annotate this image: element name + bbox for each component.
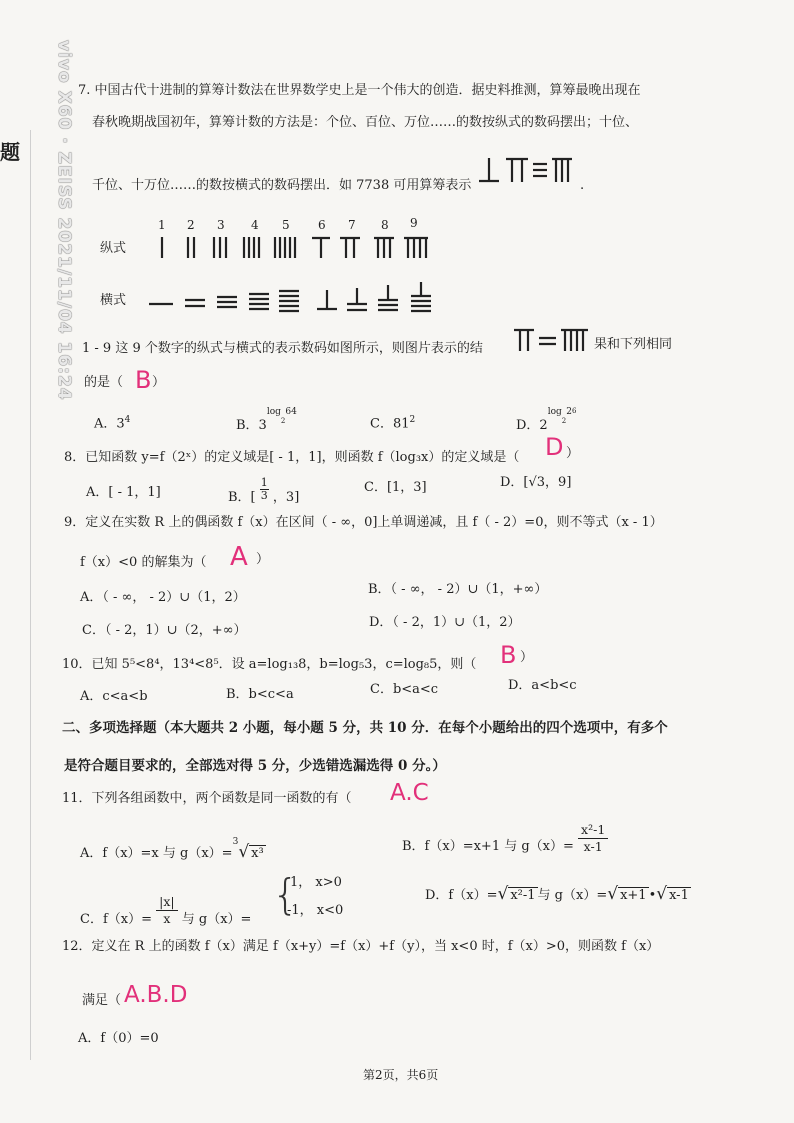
q10-option-c: C．b<a<c xyxy=(370,682,439,697)
q7-option-c: C．$81^2$ xyxy=(370,415,416,432)
vertical-row-label: 纵式 xyxy=(100,241,127,256)
q8-stem-end: ） xyxy=(566,446,580,461)
q7-option-b: B．$3^{log}_2^{64}$ xyxy=(236,407,297,434)
digit-4: 4 xyxy=(251,218,259,232)
q8-option-d: D．[√3，9] xyxy=(500,475,572,490)
q12-handwritten-answer: A.B.D xyxy=(124,982,188,1008)
rod-result-figure xyxy=(512,325,592,357)
q9-stem2-end: ） xyxy=(256,552,270,567)
side-mark: 题 xyxy=(0,140,20,164)
q10-option-d: D．a<b<c xyxy=(508,678,577,693)
q7-line1: 7. 中国古代十进制的算筹计数法在世界数学史上是一个伟大的创造．据史料推测，算筹最晚出现在 xyxy=(78,83,641,98)
vertical-numerals-figure xyxy=(150,234,440,262)
q11-option-b: B．f（x）=x+1 与 g（x）= $\frac{\text{x²-1}}{x-1}$ xyxy=(402,822,608,855)
q11-option-c-case1: 1， x>0 xyxy=(290,875,342,890)
q10-handwritten-answer: B xyxy=(500,641,517,669)
page-footer: 第2页，共6页 xyxy=(363,1068,439,1082)
digit-5: 5 xyxy=(282,218,290,232)
q9-stem: 9．定义在实数 R 上的偶函数 f（x）在区间（ - ∞，0]上单调递减，且 f（ - 2）=0，则不等式（x - 1） xyxy=(64,515,663,530)
q11-stem: 11．下列各组函数中，两个函数是同一函数的有（ xyxy=(62,791,352,806)
rod-7738-figure xyxy=(476,154,580,190)
q7-line4: 1 - 9 这 9 个数字的纵式与横式的表示数码如图所示，则图片表示的结 xyxy=(82,341,483,356)
q7-line5-end: ） xyxy=(152,375,166,390)
q11-handwritten-answer: A.C xyxy=(390,780,429,806)
digit-7: 7 xyxy=(348,218,356,232)
q12-stem2: 满足（ xyxy=(82,993,122,1008)
digit-1: 1 xyxy=(158,218,166,232)
q11-option-c: C．f（x）= $\frac{|x|}{x}$ 与 g（x）= xyxy=(80,894,252,927)
q12-stem: 12．定义在 R 上的函数 f（x）满足 f（x+y）=f（x）+f（y），当 x<0 时，f（x）>0，则函数 f（x） xyxy=(62,939,660,954)
q7-line4-end: 果和下列相同 xyxy=(594,337,673,352)
horizontal-numerals-figure xyxy=(145,280,445,314)
q8-option-a: A．[ - 1，1] xyxy=(86,485,161,500)
q11-brace: { xyxy=(272,870,299,919)
q8-option-b: B．[ $\frac{1}{3}$ ，3] xyxy=(228,476,300,505)
q10-stem: 10．已知 5⁵<8⁴，13⁴<8⁵．设 a=log₁₃8，b=log₅3，c=log₈5，则（ xyxy=(62,657,477,672)
q7-handwritten-answer: B xyxy=(135,366,152,394)
binding-line xyxy=(30,130,31,1060)
q8-handwritten-answer: D xyxy=(545,433,564,461)
section2-heading-line1: 二、多项选择题（本大题共 2 小题，每小题 5 分，共 10 分．在每个小题给出的四个选项中，有多个 xyxy=(62,720,668,736)
q12-option-a: A．f（0）=0 xyxy=(78,1031,159,1046)
q7-option-a: A．$3^4$ xyxy=(94,415,131,432)
camera-watermark: vivo X60 · ZEISS 2021/11/04 16:24 xyxy=(54,40,74,401)
q10-option-a: A．c<a<b xyxy=(80,689,148,704)
q8-option-c: C．[1，3] xyxy=(364,480,427,495)
q9-option-a: A．（ - ∞， - 2）∪（1，2） xyxy=(80,590,246,605)
digit-2: 2 xyxy=(187,218,195,232)
horizontal-row-label: 横式 xyxy=(100,293,127,308)
digit-6: 6 xyxy=(318,218,326,232)
q9-stem2: f（x）<0 的解集为（ xyxy=(80,555,207,570)
section2-heading-line2: 是符合题目要求的，全部选对得 5 分，少选错选漏选得 0 分。） xyxy=(64,758,446,774)
q11-option-a: A．f（x）=x 与 g（x）=$^3$√ x³ xyxy=(80,836,264,862)
digit-9: 9 xyxy=(410,216,418,230)
q9-option-b: B．（ - ∞， - 2）∪（1，+∞） xyxy=(368,582,548,597)
q7-line2: 春秋晚期战国初年，算筹计数的方法是：个位、百位、万位……的数按纵式的数码摆出；十位、 xyxy=(92,115,639,130)
q9-handwritten-answer: A xyxy=(230,542,248,572)
q7-line3-end: . xyxy=(580,178,585,193)
q11-option-d: D．f（x）=√ x²-1 与 g（x）=√ x+1 •√ x-1 xyxy=(425,884,689,904)
q9-option-d: D．（ - 2，1）∪（1，2） xyxy=(369,615,521,630)
digit-8: 8 xyxy=(381,218,389,232)
q8-stem: 8．已知函数 y=f（2ˣ）的定义域是[ - 1，1]，则函数 f（log₃x）的定义域是（ xyxy=(64,450,520,465)
q9-option-c: C．（ - 2，1）∪（2，+∞） xyxy=(82,623,247,638)
q7-option-d: D．$2^{log}_2^{26}$ xyxy=(516,407,577,434)
q7-line5: 的是（ xyxy=(84,375,124,390)
q11-option-c-case2: -1， x<0 xyxy=(287,903,344,918)
digit-3: 3 xyxy=(217,218,225,232)
q10-option-b: B．b<c<a xyxy=(226,687,294,702)
q10-stem-end: ） xyxy=(520,650,534,665)
q7-line3: 千位、十万位……的数按横式的数码摆出．如 7738 可用算筹表示 xyxy=(92,178,472,193)
